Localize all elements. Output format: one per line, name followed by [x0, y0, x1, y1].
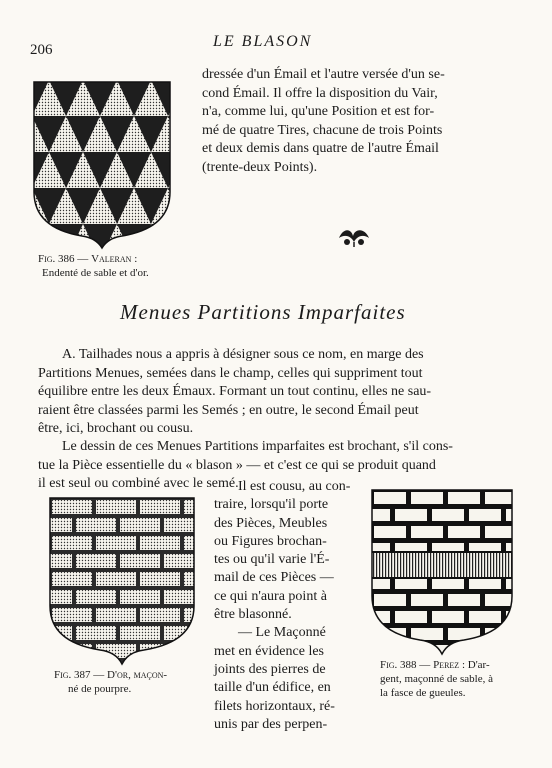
main-line: il est seul ou combiné avec le semé. — [38, 476, 239, 491]
brick — [164, 518, 196, 532]
brick — [485, 526, 514, 538]
middle-line: tes ou qu'il varie l'É- — [214, 552, 330, 568]
fig386-caption — [38, 252, 198, 280]
brick — [164, 662, 196, 666]
running-title: LE BLASON — [213, 33, 313, 50]
fig388-shield — [370, 488, 514, 656]
brick — [96, 500, 136, 514]
brick — [140, 608, 180, 622]
brick — [448, 526, 480, 538]
brick — [120, 590, 160, 604]
middle-line: ou Figures brochan- — [214, 533, 327, 549]
top-paragraph — [202, 66, 498, 177]
brick — [76, 626, 116, 640]
main-line: tue la Pièce essentielle du « blason » — et c'est ce qui se produit quand — [38, 457, 436, 473]
brick — [52, 608, 92, 622]
indent-triangle — [168, 224, 172, 250]
fig386-name: Valeran — [91, 253, 132, 265]
top-line: cond Émail. Il offre la disposition du Vair, — [202, 85, 438, 101]
middle-column — [214, 478, 358, 734]
brick — [469, 645, 501, 656]
brick — [395, 509, 427, 521]
top-line: et deux demis dans quatre de l'autre Émail — [202, 141, 439, 156]
brick — [48, 518, 72, 532]
middle-line: met en évidence les — [214, 643, 325, 659]
brick — [395, 645, 427, 656]
middle-line: filets horizontaux, ré- — [214, 698, 335, 714]
brick — [448, 492, 480, 504]
brick — [52, 500, 92, 514]
brick — [506, 645, 514, 656]
fig388-caption — [380, 658, 530, 700]
brick — [370, 509, 390, 521]
main-line: raient être classées parmi les Semés ; en outre, le second Émail peut — [38, 402, 419, 418]
brick — [370, 645, 390, 656]
brick — [52, 572, 92, 586]
brick — [76, 518, 116, 532]
brick — [96, 572, 136, 586]
brick — [411, 492, 443, 504]
middle-line: unis par des perpen- — [214, 716, 328, 732]
middle-line: taille d'un édifice, en — [214, 680, 331, 696]
brick — [52, 536, 92, 550]
brick — [411, 526, 443, 538]
section-heading: Menues Partitions Imparfaites — [120, 300, 406, 324]
brick — [48, 590, 72, 604]
middle-line: joints des pierres de — [214, 661, 326, 677]
brick — [395, 611, 427, 623]
brick — [374, 526, 406, 538]
brick — [164, 554, 196, 568]
main-line: A. Tailhades nous a appris à désigner sous ce nom, en marge des — [62, 347, 424, 362]
brick — [411, 628, 443, 640]
fig387-shield — [48, 496, 196, 666]
middle-line: — Le Maçonné — [238, 625, 326, 641]
brick — [469, 509, 501, 521]
brick — [164, 590, 196, 604]
brick — [374, 492, 406, 504]
main-paragraph-1 — [38, 346, 498, 439]
middle-line: mail de ces Pièces — — [214, 570, 334, 586]
brick — [140, 536, 180, 550]
brick — [140, 572, 180, 586]
brick — [120, 554, 160, 568]
fig387-line2: né de pourpre. — [68, 683, 132, 695]
fig388-line3: la fasce de gueules. — [380, 687, 466, 699]
brick — [374, 594, 406, 606]
brick — [48, 662, 72, 666]
middle-line: être blasonné. — [214, 607, 292, 623]
brick — [96, 608, 136, 622]
fig388-name: Perez — [433, 659, 460, 671]
page-number: 206 — [30, 42, 53, 58]
brick — [485, 492, 514, 504]
brick — [120, 626, 160, 640]
brick — [140, 500, 180, 514]
brick — [485, 628, 514, 640]
top-line: n'a, comme lui, qu'une Position et est for- — [202, 104, 435, 119]
brick — [120, 662, 160, 666]
top-line: mé de quatre Tires, chacune de trois Points — [202, 122, 443, 138]
fig388-line2: gent, maçonné de sable, à — [380, 673, 494, 685]
floral-ornament-icon — [337, 226, 371, 253]
brick — [411, 594, 443, 606]
middle-line: ce qui n'aura point à — [214, 588, 327, 604]
fig387-line1: Fig. 387 — D'or, maçon- — [54, 669, 168, 681]
main-line: Partitions Menues, semées dans le champ, celles qui suppriment tout — [38, 365, 423, 381]
brick — [76, 554, 116, 568]
brick — [96, 536, 136, 550]
fig386-label: Fig. 386 — — [38, 253, 89, 265]
brick — [76, 590, 116, 604]
top-line: (trente-deux Points). — [202, 159, 318, 175]
top-line: dressée d'un Émail et l'autre versée d'un se- — [202, 67, 445, 82]
middle-line: Il est cousu, au con- — [238, 479, 351, 494]
brick — [120, 518, 160, 532]
fig386-line1-rest: : — [131, 253, 138, 265]
fig388-line1-rest: : D'ar- — [459, 659, 490, 671]
brick — [52, 644, 92, 658]
brick — [469, 611, 501, 623]
brick — [76, 662, 116, 666]
brick — [432, 611, 464, 623]
fig386-line2: Endenté de sable et d'or. — [42, 267, 149, 279]
main-line: être, ici, brochant ou cousu. — [38, 421, 194, 436]
fig387-caption — [54, 668, 214, 696]
brick — [506, 509, 514, 521]
brick — [184, 644, 196, 658]
main-line: équilibre entre les deux Émaux. Formant un tout continu, elles ne sau- — [38, 384, 432, 399]
fig386-shield — [32, 80, 172, 250]
fig388-label: Fig. 388 — — [380, 659, 431, 671]
brick — [448, 594, 480, 606]
brick — [432, 509, 464, 521]
brick — [164, 626, 196, 640]
brick — [485, 594, 514, 606]
middle-line: traire, lorsqu'il porte — [214, 497, 329, 513]
middle-line: des Pièces, Meubles — [214, 515, 328, 531]
brick — [48, 554, 72, 568]
main-line: Le dessin de ces Menues Partitions imparfaites est brochant, s'il cons- — [62, 439, 453, 454]
